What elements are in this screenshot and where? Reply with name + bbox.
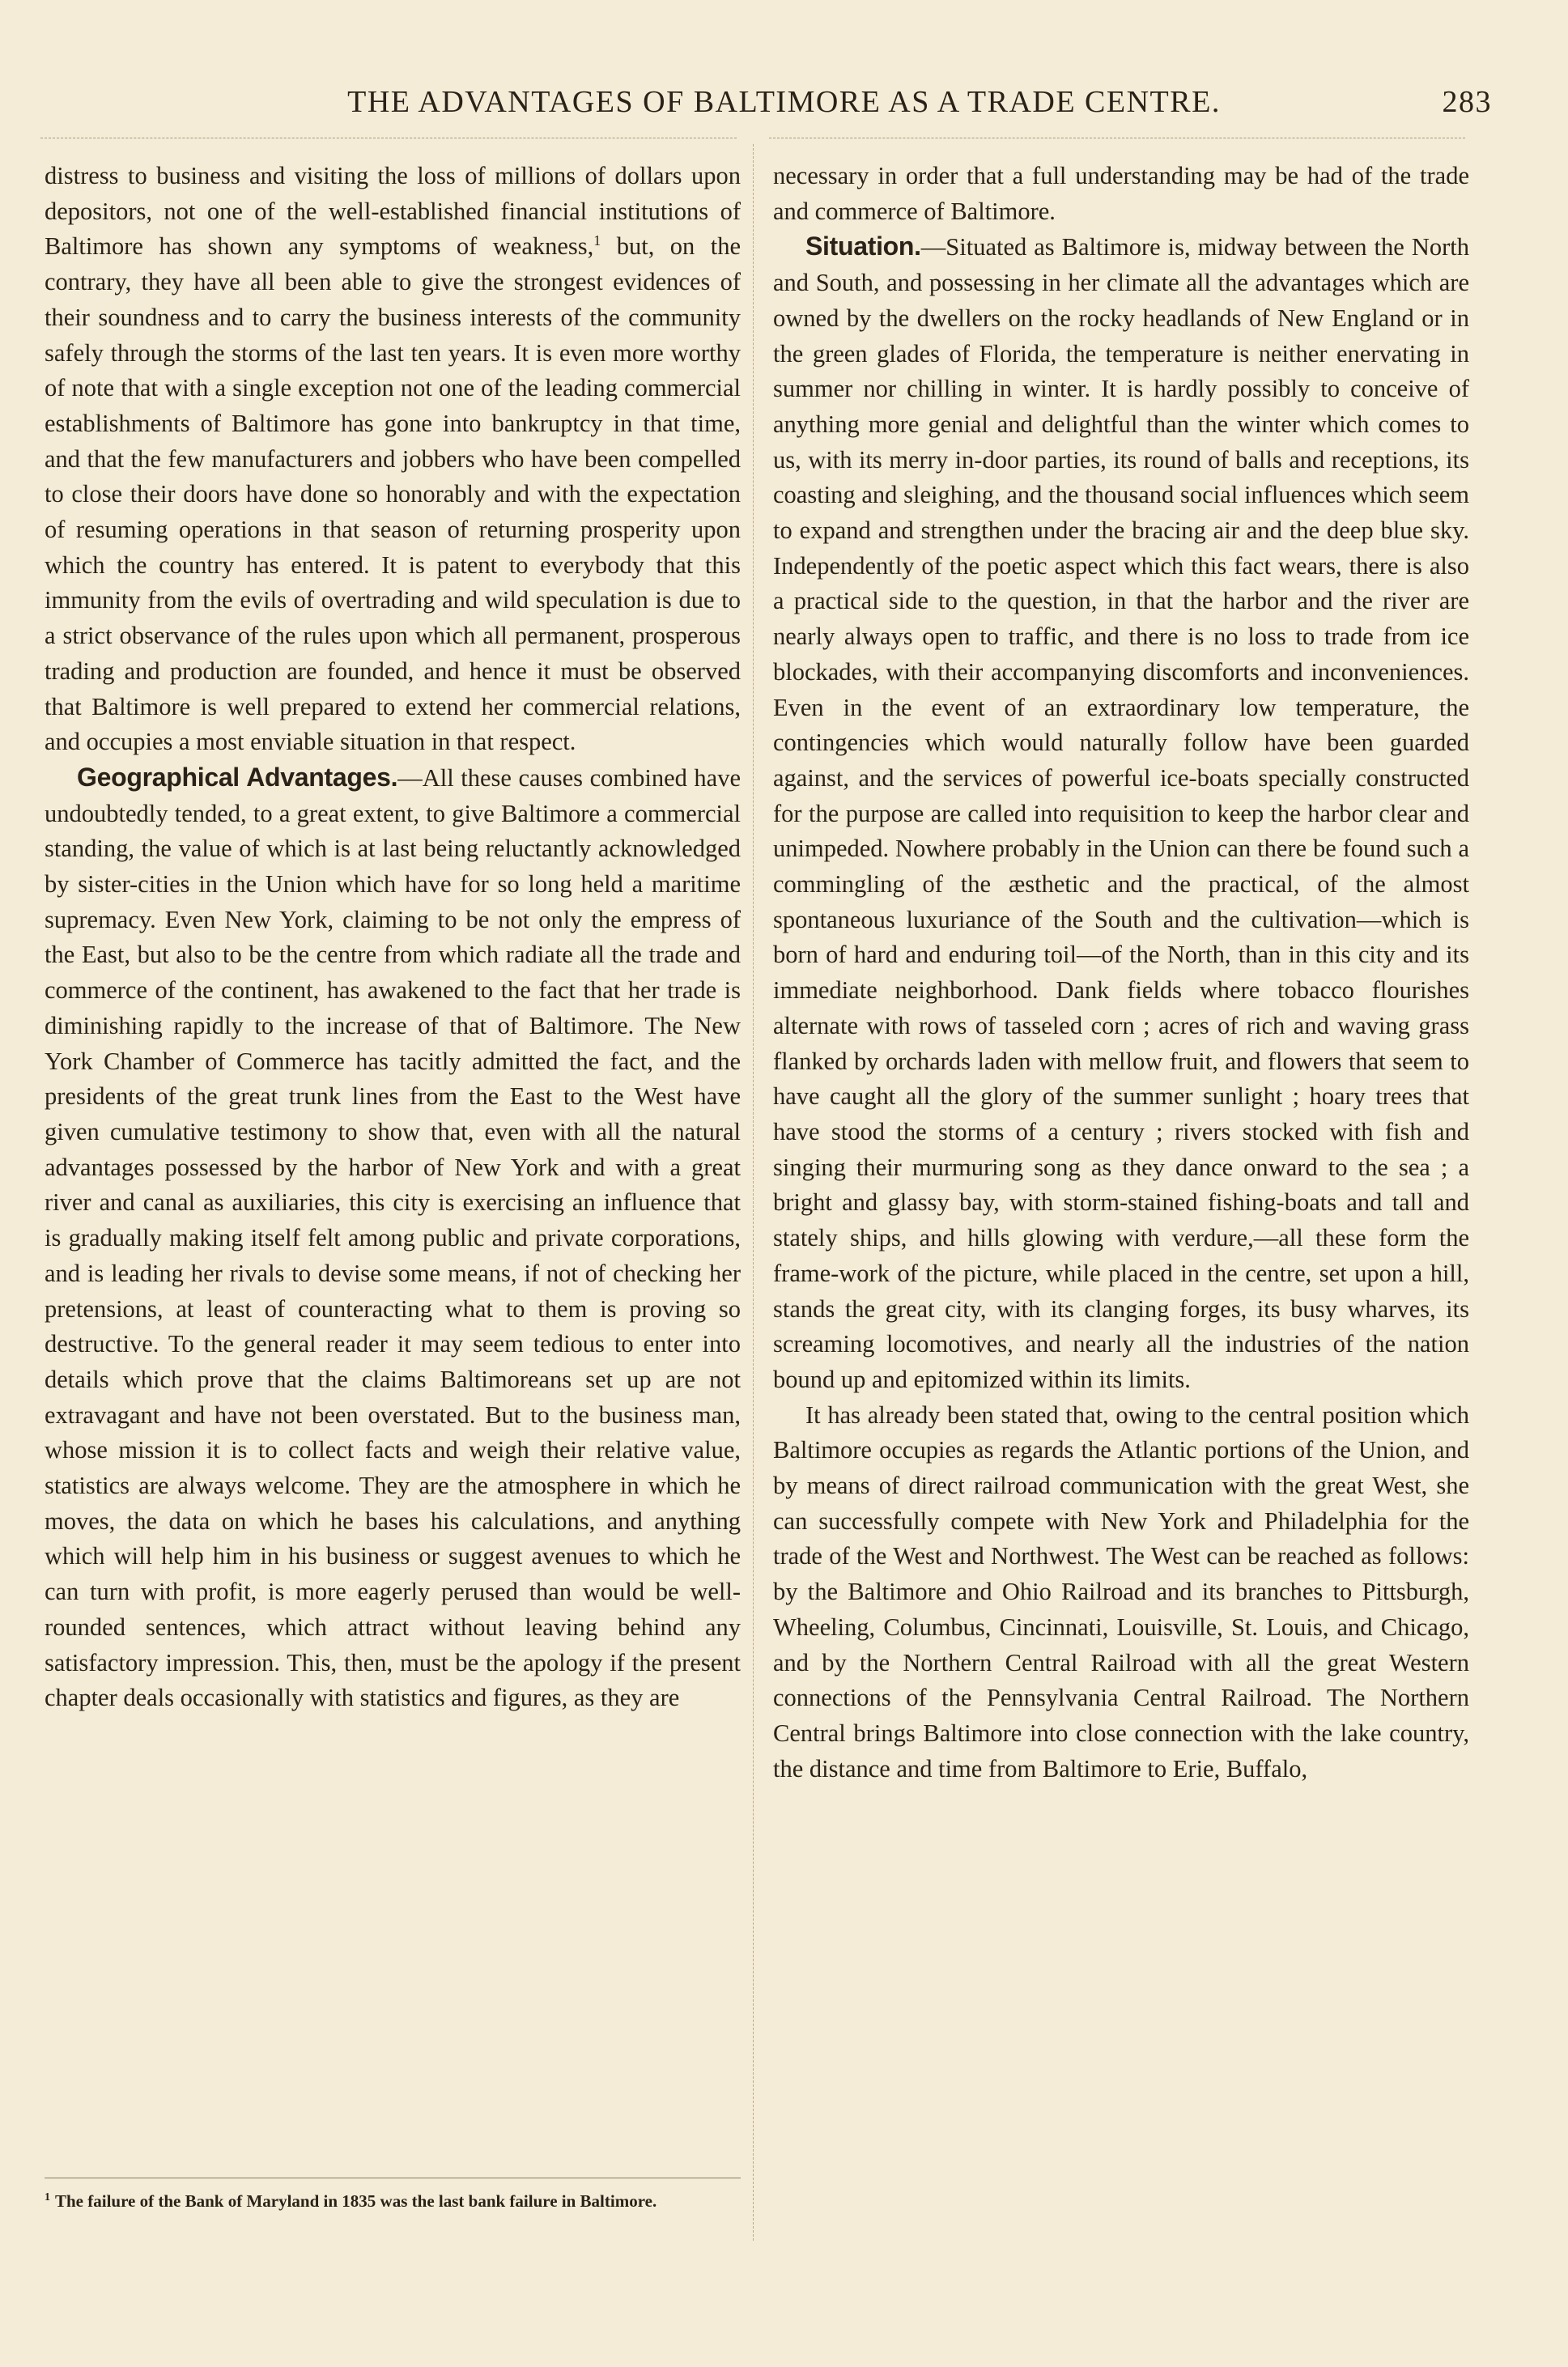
running-title: THE ADVANTAGES OF BALTIMORE AS A TRADE CENTRE.	[347, 85, 1221, 119]
footnote	[45, 2186, 741, 2213]
paragraph-text: —Situated as Baltimore is, midway between the North and South, and possessing in her climate all the advantages which are owned by the dwellers on the rocky headlands of New England or in the green glades of Florida, the temperature is neither enervating in summer nor chilling in winter. It is hardly possibly to conceive of anything more genial and delightful than the winter which comes to us, with its merry in-door parties, its round of balls and receptions, its coasting and sleighing, and the thousand social influences which seem to expand and strengthen under the bracing air and the deep blue sky. Independently of the poetic aspect which this fact wears, there is also a practical side to the question, in that the harbor and the river are nearly always open to traffic, and there is no loss to trade from ice blockades, with their accompanying discomforts and inconveniences. Even in the event of an extraordinary low temperature, the contingencies which would naturally follow have been guarded against, and the services of powerful ice-boats specially constructed for the purpose are called into requisition to keep the harbor clear and unimpeded. Nowhere probably in the Union can there be found such a commingling of the æsthetic and the practical, of the almost spontaneous luxuriance of the South and the cultivation—which is born of hard and enduring toil—of the North, than in this city and its immediate neighborhood. Dank fields where tobacco flourishes alternate with rows of tasseled corn ; acres of rich and waving grass flanked by orchards laden with mellow fruit, and flowers that seem to have caught all the glory of the summer sunlight ; hoary trees that have stood the storms of a century ; rivers stocked with fish and singing their murmuring song as they dance onward to the sea ; a bright and glassy bay, with storm-stained fishing-boats and tall and stately ships, and hills glowing with verdure,—all these form the frame-work of the picture, while placed in the centre, set upon a hill, stands the great city, with its clanging forges, its busy wharves, its screaming locomotives, and nearly all the industries of the nation bound up and epitomized within its limits.	[773, 233, 1469, 1393]
paragraph-text: —All these causes combined have undoubtedly tended, to a great extent, to give Baltimore a commercial standing, the value of which is at last being reluctantly acknowledged by sister-cities in the Union which have for so long held a maritime supremacy. Even New York, claiming to be not only the empress of the East, but also to be the centre from which radiate all the trade and commerce of the continent, has awakened to the fact that her trade is diminishing rapidly to the increase of that of Baltimore. The New York Chamber of Commerce has tacitly admitted the fact, and the presidents of the great trunk lines from the East to the West have given cumulative testimony to show that, even with all the natural advantages possessed by the harbor of New York and with a great river and canal as auxiliaries, this city is exercising an influence that is gradually making itself felt among public and private corporations, and is leading her rivals to devise some means, if not of checking her pretensions, at least of counteracting what to them is proving so destructive. To the general reader it may seem tedious to enter into details which prove that the claims Baltimoreans set up are not extravagant and have not been overstated. But to the business man, whose mission it is to collect facts and weigh their relative value, statistics are always welcome. They are the atmosphere in which he moves, the data on which he bases his calculations, and anything which will help him in his business or suggest avenues to which he can turn with profit, is more eagerly perused than would be well-rounded sentences, which attract without leaving behind any satisfactory impression. This, then, must be the apology if the present chapter deals occasionally with statistics and figures, as they are	[45, 763, 741, 1712]
right-column	[773, 159, 1469, 2271]
page-number: 283	[1442, 85, 1492, 119]
paragraph-text: distress to business and visiting the loss of millions of dollars upon depositors, not one of the well-established financial institutions of Baltimore has shown any symptoms of weakness,	[45, 162, 741, 261]
section-heading: Situation.	[805, 232, 921, 261]
paragraph-text: It has already been stated that, owing to the central position which Baltimore occupies as regards the Atlantic portions of the Union, and by means of direct railroad communication with the great West, she can successfully compete with New York and Philadelphia for the trade of the West and Northwest. The West can be reached as follows: by the Baltimore and Ohio Railroad and its branches to Pittsburgh, Wheeling, Columbus, Cincinnati, Louisville, St. Louis, and Chicago, and by the Northern Central Railroad with all the great Western connections of the Pennsylvania Central Railroad. The Northern Central brings Baltimore into close connection with the lake country, the distance and time from Baltimore to Erie, Buffalo,	[773, 1400, 1469, 1783]
paragraph	[45, 159, 741, 760]
running-header	[49, 78, 1519, 126]
section-heading: Geographical Advantages.	[77, 762, 398, 792]
column-divider	[753, 144, 754, 2241]
paragraph-text: but, on the contrary, they have all been able to give the strongest evidences of their soundness and to carry the business interests of the community safely through the storms of the last ten years. It is even more worthy of note that with a single exception not one of the leading commercial establishments of Baltimore has gone into bankruptcy in that time, and that the few manufacturers and jobbers who have been compelled to close their doors have done so honorably and with the expectation of resuming operations in that season of returning prosperity upon which the country has entered. It is patent to everybody that this immunity from the evils of overtrading and wild speculation is due to a strict observance of the rules upon which all permanent, prosperous trading and production are founded, and hence it must be observed that Baltimore is well prepared to extend her commercial relations, and occupies a most enviable situation in that respect.	[45, 232, 741, 756]
paragraph	[773, 229, 1469, 1397]
footnote-mark: 1	[45, 2191, 50, 2203]
paragraph	[773, 159, 1469, 229]
paragraph	[773, 1398, 1469, 1787]
paragraph	[45, 760, 741, 1716]
left-column	[45, 159, 741, 2158]
footnote-text: The failure of the Bank of Maryland in 1835 was the last bank failure in Baltimore.	[55, 2191, 657, 2211]
paragraph-text: necessary in order that a full understanding may be had of the trade and commerce of Baltimore.	[773, 162, 1469, 225]
footnote-reference: 1	[593, 232, 601, 249]
